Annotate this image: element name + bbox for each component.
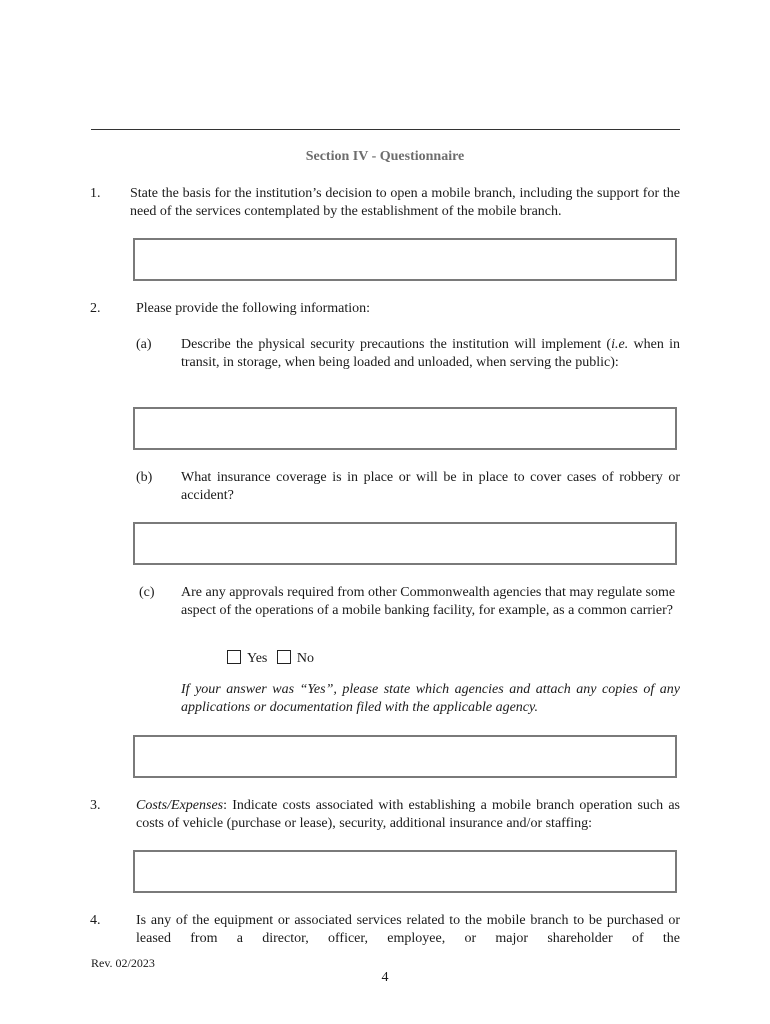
q4-text: Is any of the equipment or associated services related to the mobile branch to be purchased or leased from a director, officer, employee, or major shareholder of the [136, 913, 680, 946]
page-number: 4 [381, 970, 389, 985]
revision-footer: Rev. 02/2023 [91, 956, 155, 970]
yes-label: Yes [247, 651, 268, 666]
yes-checkbox[interactable] [227, 650, 241, 664]
header-rule [91, 129, 680, 130]
q2c-followup-instructions: If your answer was “Yes”, please state which agencies and attach any copies of any applications or documentation filed with the applicable agency. [181, 682, 680, 715]
q2a-label: (a) [136, 337, 152, 352]
q2a-text-italic: i.e. [611, 337, 629, 352]
q3-answer-field[interactable] [133, 850, 677, 893]
q4-number: 4. [90, 913, 101, 928]
q2b-answer-field[interactable] [133, 522, 677, 565]
q3-lead: Costs/Expenses [136, 798, 224, 813]
q3-number: 3. [90, 798, 101, 813]
q2c-answer-field[interactable] [133, 735, 677, 778]
q2a-text-before: Describe the physical security precautions the institution will implement ( [181, 337, 612, 352]
q2a-answer-field[interactable] [133, 407, 677, 450]
yes-no-group [227, 650, 320, 668]
q1-answer-field[interactable] [133, 238, 677, 281]
q2-text: Please provide the following information: [136, 301, 371, 316]
q2b-text: What insurance coverage is in place or will be in place to cover cases of robbery or accident? [181, 470, 680, 503]
q2c-text: Are any approvals required from other Commonwealth agencies that may regulate some aspect of the operations of a mobile banking facility, for example, as a common carrier? [181, 585, 676, 618]
q2b-label: (b) [136, 470, 153, 485]
q2c-label: (c) [139, 585, 155, 600]
section-title: Section IV - Questionnaire [305, 149, 465, 164]
q3-body: : Indicate costs associated with establishing a mobile branch operation such as costs of vehicle (purchase or lease), security, additional insurance and/or staffing: [136, 798, 680, 831]
q3-text [136, 797, 680, 833]
no-checkbox[interactable] [277, 650, 291, 664]
q1-text: State the basis for the institution’s decision to open a mobile branch, including the support for the need of the services contemplated by the establishment of the mobile branch. [130, 186, 680, 219]
q2a-text-after: when in transit, in storage, when being loaded and unloaded, when serving the public): [181, 337, 680, 370]
q2a-text [181, 336, 680, 372]
q1-number: 1. [90, 186, 101, 201]
no-label: No [296, 651, 314, 666]
q2-number: 2. [90, 301, 101, 316]
